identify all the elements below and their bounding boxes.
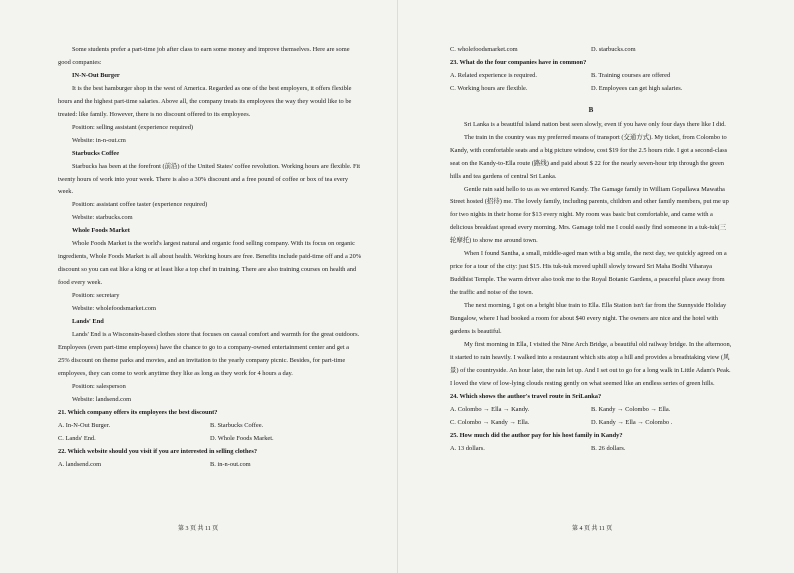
q21-option-a[interactable]: A. In-N-Out Burger. [58, 421, 111, 429]
passage-paragraph-3: Gentle rain said hello to us as we entered Kandy. The Gamage family in William Gopallawa Mawatha Street hosted (招待) me. The lovely family, including parents, children and other family members, put me up for two nights in their home for $13 every night. My room was basic but comfortable, and came with a delicious breakfast spread every morning. Mrs. Gamage told me I could easily find someone in a tuk-tuk(三轮摩托) to show me around town. [450, 185, 729, 245]
page-spine-divider [397, 0, 398, 573]
company-desc-innout: It is the best hamburger shop in the west of America. Regarded as one of the best employers, it offers flexible hours and the highest part-time salaries. Above all, the company treats its employees the way they would like to be treated: like family. However, there is no discount offered to its employees. [58, 84, 352, 118]
company-name-innout: IN-N-Out Burger [72, 71, 120, 79]
passage-paragraph-4: When I found Santha, a small, middle-aged man with a big smile, the next day, we quickly agreed on a price for a tour of the city: just $15. His tuk-tuk moved uphill slowly toward Sri Maha Bodhi Viharaya Buddhist Temple. The warm driver also took me to the Royal Botanic Gardens, a peaceful place away from the traffic and noise of the town. [450, 250, 727, 297]
question-23-options [450, 70, 732, 96]
question-24: 24. Which shows the author's travel route in SriLanka? [450, 392, 602, 400]
passage-paragraph-2: The train in the country was my preferred means of transport (交通方式). My ticket, from Colombo to Kandy, with comfortable seats and a big picture window, cost $19 for the 2.5 hours ride. I got a second-class seat on the Kandy-to-Ella route (路线) and paid about $ 22 for the nearly seven-hour trip through the green hills and tea gardens of central Sri Lanka. [450, 133, 728, 180]
q21-option-d[interactable]: D. Whole Foods Market. [210, 434, 274, 442]
company-website-wholefoods: Website: wholefoodsmarket.com [72, 305, 156, 313]
q22-option-c[interactable]: C. wholefoodsmarket.com [450, 46, 518, 53]
question-25: 25. How much did the author pay for his host family in Kandy? [450, 431, 623, 439]
q25-option-b[interactable]: B. 26 dollars. [591, 444, 626, 452]
question-22-options-continued [450, 44, 732, 57]
company-position-wholefoods: Position: secretary [72, 292, 120, 300]
q22-option-d[interactable]: D. starbucks.com [591, 46, 636, 53]
question-23: 23. What do the four companies have in common? [450, 58, 587, 66]
q23-option-d[interactable]: D. Employees can get high salaries. [591, 84, 683, 92]
question-24-options [450, 404, 732, 430]
q25-option-a[interactable]: A. 13 dollars. [450, 444, 485, 452]
q21-option-c[interactable]: C. Lands' End. [58, 434, 96, 442]
company-desc-landsend: Lands' End is a Wisconsin-based clothes store that focuses on casual comfort and warmth for the great outdoors. Employees (even part-time employees) have the chance to go to a company-owned entertainment center and get a 25% discount on theme parks and movies, and an invitation to the yearly company picnic. Besides, for part-time employees, they can come to work anytime they like as long as they work for 4 hours a day. [58, 330, 360, 377]
question-25-options [450, 443, 732, 456]
q24-option-d[interactable]: D. Kandy → Ella → Colombo . [591, 418, 673, 426]
company-name-landsend: Lands' End [72, 318, 104, 326]
company-name-wholefoods: Whole Foods Market [72, 227, 130, 235]
company-website-landsend: Website: landsend.com [72, 395, 132, 403]
question-22: 22. Which website should you visit if you are interested in selling clothes? [58, 447, 258, 455]
section-b-label: B [588, 105, 594, 114]
left-page [58, 44, 362, 471]
company-position-starbucks: Position: assistant coffee taster (experience required) [72, 201, 208, 209]
q24-option-a[interactable]: A. Colombo → Ella → Kandy. [450, 405, 530, 413]
q23-option-c[interactable]: C. Working hours are flexible. [450, 84, 528, 92]
q22-option-b[interactable]: B. in-n-out.com [210, 460, 251, 468]
question-21: 21. Which company offers its employees the best discount? [58, 408, 218, 416]
company-website-starbucks: Website: starbucks.com [72, 214, 133, 222]
q24-option-c[interactable]: C. Colombo → Kandy → Ella. [450, 418, 530, 426]
passage-paragraph-5: The next morning, I got on a bright blue train to Ella. Ella Station isn't far from the Sunnyside Holiday Bungalow, where I had booked a room for about $40 every night. The owners are nice and the hotel with gardens is beautiful. [450, 302, 727, 336]
q22-option-a[interactable]: A. landsend.com [58, 460, 102, 468]
company-desc-wholefoods: Whole Foods Market is the world's largest natural and organic food selling company. With its focus on organic ingredients, Whole Foods Market is all about health. Working hours are free. Benefits include paid-time off and a 20% discount so you can eat like a king or at least like a top chef in training. There are also training courses on health and food every week. [58, 240, 362, 287]
company-desc-starbucks: Starbucks has been at the forefront (前沿) of the United States' coffee revolution. Working hours are flexible. Fit twenty hours of work into your week. There is also a 30% discount and a free pound of coffee or box of tea every week. [58, 162, 361, 196]
passage-paragraph-1: Sri Lanka is a beautiful island nation best seen slowly, even if you have only four days there like I did. [464, 120, 726, 128]
question-21-options [58, 420, 362, 446]
intro-text: Some students prefer a part-time job after class to earn some money and improve themselves. Here are some good companies: [58, 46, 350, 66]
passage-paragraph-6: My first morning in Ella, I visited the Nine Arch Bridge, a beautiful old railway bridge. In the afternoon, it started to rain heavily. I walked into a restaurant which sits atop a hill and provides a breathtaking view (风景) of the countryside. An hour later, the rain let up. And I set out to go for a long walk in Little Adam's Peak. I loved the view of low-lying clouds resting gently on what seemed like an endless series of green hills. [450, 340, 732, 387]
question-22-options [58, 459, 362, 472]
company-position-landsend: Position: salesperson [72, 382, 126, 390]
company-position-innout: Position: selling assistant (experience required) [72, 123, 194, 131]
left-page-footer: 第 3 页 共 11 页 [178, 526, 219, 532]
q21-option-b[interactable]: B. Starbucks Coffee. [210, 421, 264, 429]
q23-option-b[interactable]: B. Training courses are offered [591, 71, 671, 79]
right-page [450, 44, 732, 456]
right-page-footer: 第 4 页 共 11 页 [572, 526, 613, 532]
company-website-innout: Website: in-n-out.cm [72, 136, 126, 144]
q24-option-b[interactable]: B. Kandy → Colombo → Ella. [591, 405, 671, 413]
q23-option-a[interactable]: A. Related experience is required. [450, 71, 537, 79]
company-name-starbucks: Starbucks Coffee [72, 149, 120, 157]
